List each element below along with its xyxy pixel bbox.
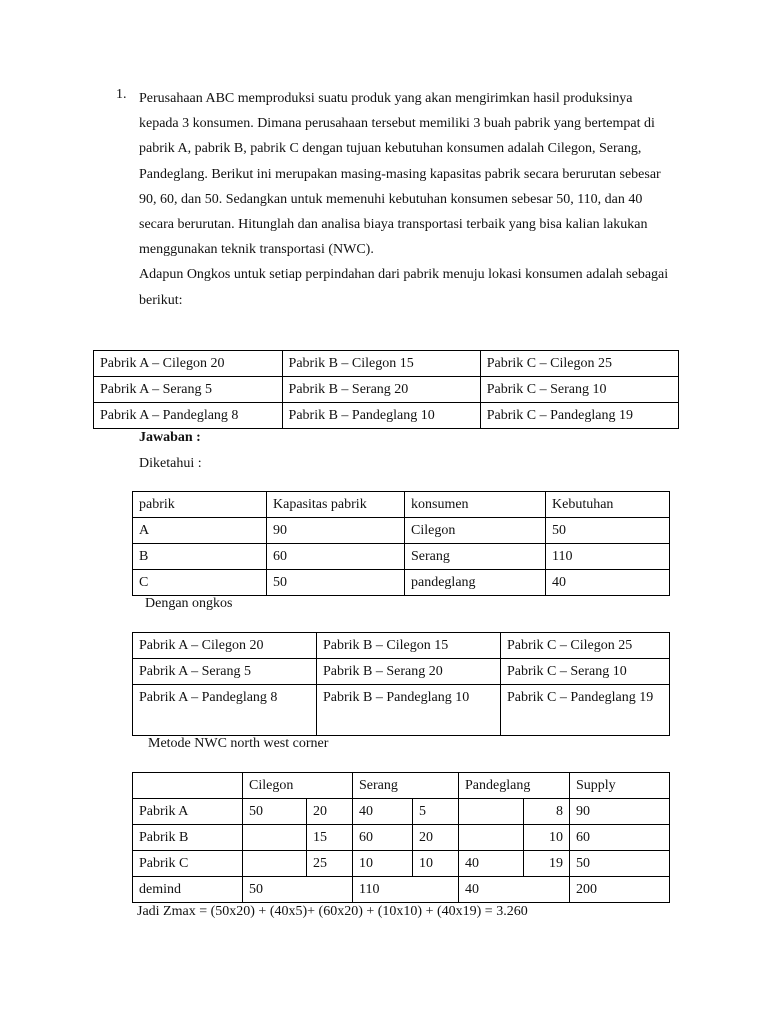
- question-paragraph: Perusahaan ABC memproduksi suatu produk yang akan mengirimkan hasil produksinya kepada 3 konsumen. Dimana perusahaan tersebut memiliki 3 buah pabrik yang bertempat di pabrik A, pabrik B, pabrik C dengan tujuan kebutuhan konsumen adalah Cilegon, Serang, Pandeglang. Berikut ini merupakan masing-masing kapasitas pabrik secara berurutan sebesar 90, 60, dan 50. Sedangkan untuk memenuhi kebutuhan konsumen sebesar 50, 110, dan 40 secara berurutan. Hitunglah dan analisa biaya transportasi terbaik yang bisa kalian lakukan menggunakan teknik transportasi (NWC).: [139, 91, 661, 258]
- table-cell: 19: [524, 851, 570, 877]
- table-cell: pandeglang: [405, 570, 546, 596]
- table-cell: A: [133, 518, 267, 544]
- nwc-table: [132, 772, 670, 903]
- table-cell: 50: [570, 851, 670, 877]
- table-row: [133, 799, 670, 825]
- table-cell: Pabrik B – Serang 20: [282, 377, 480, 403]
- method-label: Metode NWC north west corner: [148, 736, 329, 751]
- table-cell: Pabrik C – Cilegon 25: [480, 351, 678, 377]
- cost-table: [93, 350, 679, 429]
- table-cell: 90: [570, 799, 670, 825]
- table-row: [94, 403, 679, 429]
- cost-table-2: [132, 632, 670, 736]
- answer-label: Jawaban :: [139, 430, 201, 445]
- table-header-cell: Kebutuhan: [546, 492, 670, 518]
- table-cell: demind: [133, 877, 243, 903]
- table-cell: Pabrik B – Serang 20: [317, 659, 501, 685]
- table-cell: Pabrik A – Serang 5: [94, 377, 283, 403]
- table-row: [133, 544, 670, 570]
- table-cell: Pabrik C – Serang 10: [480, 377, 678, 403]
- table-cell: Pabrik C – Cilegon 25: [501, 633, 670, 659]
- table-header-cell: Supply: [570, 773, 670, 799]
- table-cell: 60: [267, 544, 405, 570]
- table-cell: 20: [307, 799, 353, 825]
- table-cell: Pabrik A – Cilegon 20: [133, 633, 317, 659]
- table-cell: 40: [459, 851, 524, 877]
- table-row: [94, 377, 679, 403]
- table-cell: Pabrik B: [133, 825, 243, 851]
- table-cell: 50: [243, 799, 307, 825]
- table-row-demand: [133, 877, 670, 903]
- table-cell: 25: [307, 851, 353, 877]
- cost-intro-paragraph: Adapun Ongkos untuk setiap perpindahan dari pabrik menuju lokasi konsumen adalah sebagai berikut:: [139, 267, 669, 308]
- table-row: [133, 685, 670, 736]
- table-cell: 10: [413, 851, 459, 877]
- table-row: [133, 518, 670, 544]
- table-cell: 40: [353, 799, 413, 825]
- table-cell: Pabrik A – Cilegon 20: [94, 351, 283, 377]
- table-cell: 110: [546, 544, 670, 570]
- table-cell: Cilegon: [405, 518, 546, 544]
- table-cell: Pabrik C – Serang 10: [501, 659, 670, 685]
- table-cell: Pabrik B – Cilegon 15: [317, 633, 501, 659]
- table-cell: Serang: [405, 544, 546, 570]
- table-cell: Pabrik B – Pandeglang 10: [317, 685, 501, 736]
- table-header-cell: Kapasitas pabrik: [267, 492, 405, 518]
- table-cell: 110: [353, 877, 459, 903]
- table-row: [94, 351, 679, 377]
- table-cell: 50: [546, 518, 670, 544]
- table-cell: Pabrik B – Pandeglang 10: [282, 403, 480, 429]
- table-row: [133, 851, 670, 877]
- table-row: [133, 570, 670, 596]
- table-header-row: [133, 492, 670, 518]
- table-cell: B: [133, 544, 267, 570]
- table-header-cell: Serang: [353, 773, 459, 799]
- table-cell: 40: [546, 570, 670, 596]
- table-cell: 10: [524, 825, 570, 851]
- table-cell: 60: [353, 825, 413, 851]
- question-number: 1.: [116, 87, 127, 102]
- table-cell: 15: [307, 825, 353, 851]
- known-table: [132, 491, 670, 596]
- table-header-cell: [133, 773, 243, 799]
- table-cell: [459, 799, 524, 825]
- table-cell: Pabrik B – Cilegon 15: [282, 351, 480, 377]
- table-cell: Pabrik A – Serang 5: [133, 659, 317, 685]
- table-cell: 50: [243, 877, 353, 903]
- table-row: [133, 659, 670, 685]
- table-row: [133, 633, 670, 659]
- table-cell: [243, 825, 307, 851]
- table-cell: Pabrik C – Pandeglang 19: [480, 403, 678, 429]
- table-cell: Pabrik A – Pandeglang 8: [94, 403, 283, 429]
- given-label: Diketahui :: [139, 456, 202, 471]
- table-cell: 10: [353, 851, 413, 877]
- table-header-cell: Cilegon: [243, 773, 353, 799]
- table-cell: 90: [267, 518, 405, 544]
- table-cell: Pabrik A: [133, 799, 243, 825]
- table-cell: Pabrik C: [133, 851, 243, 877]
- table-cell: Pabrik C – Pandeglang 19: [501, 685, 670, 736]
- table-header-cell: Pandeglang: [459, 773, 570, 799]
- table-header-row: [133, 773, 670, 799]
- question-text: [139, 86, 675, 313]
- table-cell: 20: [413, 825, 459, 851]
- table-row: [133, 825, 670, 851]
- table-cell: 50: [267, 570, 405, 596]
- table-cell: 40: [459, 877, 570, 903]
- table-cell: 8: [524, 799, 570, 825]
- table-cell: Pabrik A – Pandeglang 8: [133, 685, 317, 736]
- table-cell: [243, 851, 307, 877]
- result-text: Jadi Zmax = (50x20) + (40x5)+ (60x20) + (10x10) + (40x19) = 3.260: [137, 904, 528, 919]
- table-cell: 5: [413, 799, 459, 825]
- table-cell: 200: [570, 877, 670, 903]
- cost-label: Dengan ongkos: [145, 596, 233, 611]
- table-cell: 60: [570, 825, 670, 851]
- table-header-cell: konsumen: [405, 492, 546, 518]
- table-header-cell: pabrik: [133, 492, 267, 518]
- table-cell: [459, 825, 524, 851]
- table-cell: C: [133, 570, 267, 596]
